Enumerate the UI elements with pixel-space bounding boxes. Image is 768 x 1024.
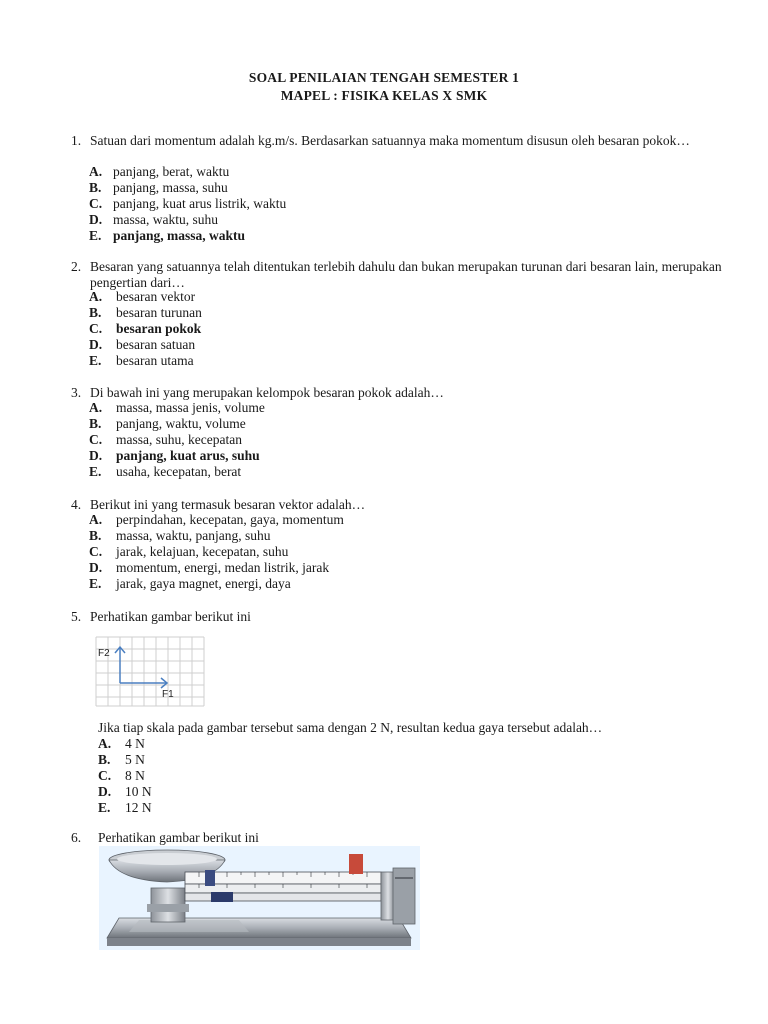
option-c: C. jarak, kelajuan, kecepatan, suhu [89,544,289,559]
option-d-answer: D. panjang, kuat arus, suhu [89,448,260,463]
question-text: Berikut ini yang termasuk besaran vektor adalah… [90,497,366,512]
question-number: 1. [71,133,82,148]
option-b: B. panjang, massa, suhu [89,180,228,195]
option-d: D. massa, waktu, suhu [89,212,218,227]
pointer-housing [393,868,415,924]
option-b: B. panjang, waktu, volume [89,416,246,431]
option-c: C. 8 N [98,768,145,783]
option-e: E. jarak, gaya magnet, energi, daya [89,576,291,591]
options-5 [98,736,298,816]
vector-grid-svg [94,636,206,708]
question-text: Besaran yang satuannya telah ditentukan terlebih dahulu dan bukan merupakan turunan dari besaran lain, merupakan pengertian dari… [90,259,722,290]
triple-beam-balance-icon [99,846,420,950]
question-number: 5. [71,609,82,624]
f2-label: F2 [98,648,110,659]
option-c-answer: C. besaran pokok [89,321,202,336]
question-number: 3. [71,385,82,400]
option-b: B. 5 N [98,752,145,767]
question-1 [71,133,731,167]
options-2 [89,289,489,369]
question-2 [71,259,731,293]
option-d: D. 10 N [98,784,152,799]
question-text: Di bawah ini yang merupakan kelompok besaran pokok adalah… [90,385,444,400]
triple-beam-balance-figure [99,846,420,950]
question-text: Perhatikan gambar berikut ini [98,830,259,845]
option-b: B. massa, waktu, panjang, suhu [89,528,271,543]
option-e: E. 12 N [98,800,152,815]
beam-rider-1 [205,870,215,886]
option-e: E. usaha, kecepatan, berat [89,464,242,479]
beam-rider-2 [211,892,233,902]
question-text: Satuan dari momentum adalah kg.m/s. Berdasarkan satuannya maka momentum disusun oleh besaran pokok… [90,133,690,148]
pan-inner [117,853,217,865]
option-d: D. momentum, energi, medan listrik, jarak [89,560,330,575]
option-e: E. besaran utama [89,353,194,368]
question-number: 6. [71,830,82,845]
question-5-subtext: Jika tiap skala pada gambar tersebut sama dengan 2 N, resultan kedua gaya tersebut adalah… [98,720,603,735]
grid-lines [96,637,204,706]
option-a: A. 4 N [98,736,145,751]
base-highlight [129,920,249,932]
beam-red-marker [349,854,363,874]
question-number: 2. [71,259,82,274]
exam-title: SOAL PENILAIAN TENGAH SEMESTER 1 [248,70,520,85]
question-number: 4. [71,497,82,512]
option-b: B. besaran turunan [89,305,202,320]
f1-label: F1 [162,689,174,700]
option-c: C. massa, suhu, kecepatan [89,432,242,447]
force-arrows [115,647,167,688]
force-vector-diagram [94,636,206,708]
option-a: A. panjang, berat, waktu [89,164,230,179]
balance-base-edge [107,938,411,946]
option-a: A. besaran vektor [89,289,196,304]
question-text: Perhatikan gambar berikut ini [90,609,251,624]
question-5 [71,609,731,627]
exam-subtitle: MAPEL : FISIKA KELAS X SMK [280,88,488,103]
pan-support-collar [147,904,189,912]
option-e-answer: E. panjang, massa, waktu [89,228,246,243]
option-a: A. massa, massa jenis, volume [89,400,265,415]
option-d: D. besaran satuan [89,337,196,352]
options-4 [89,512,489,592]
option-c: C. panjang, kuat arus listrik, waktu [89,196,287,211]
option-a: A. perpindahan, kecepatan, gaya, momentum [89,512,344,527]
options-3 [89,400,489,480]
options-1 [89,164,489,244]
